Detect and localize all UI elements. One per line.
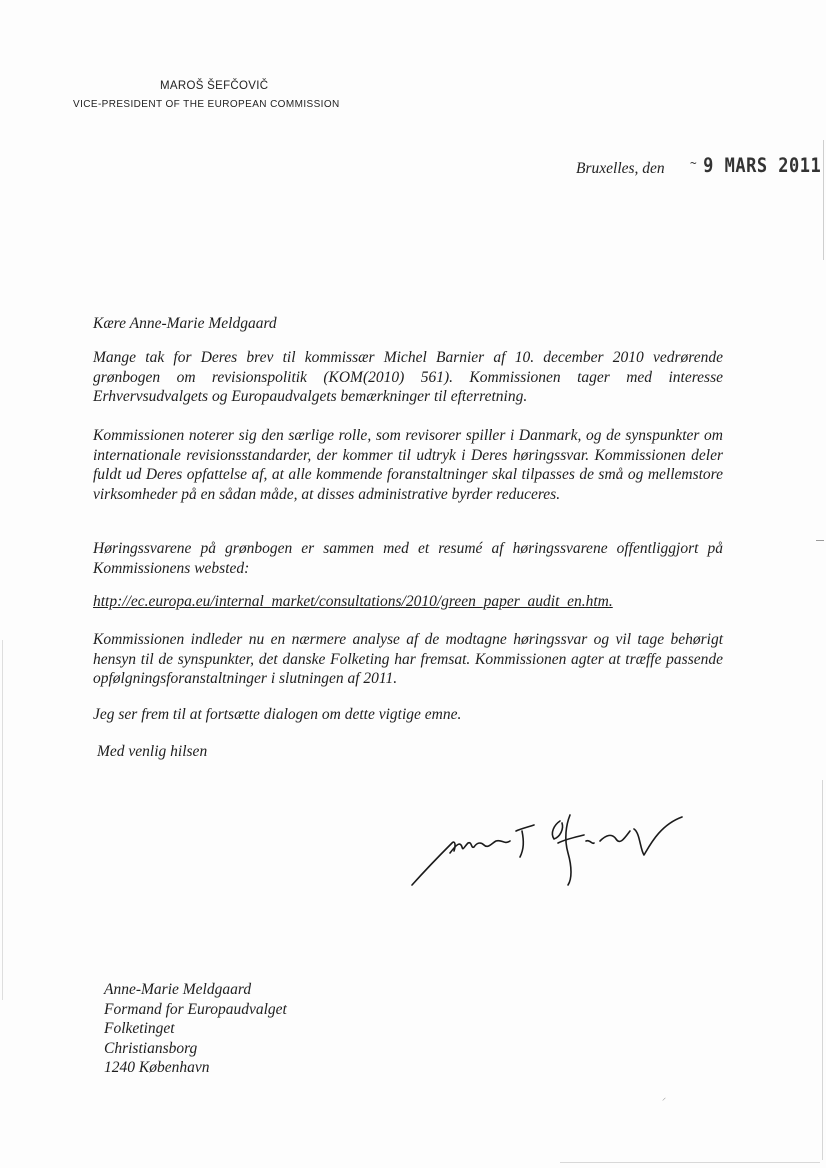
letter-paragraph: Kommissionen indleder nu en nærmere analyse af de modtagne høringssvar og vil tage behørigt hensyn til de synspunkter, det danske Folketing har fremsat. Kommissionen agter at træffe passende opfølgningsforanstaltninger i slutningen af 2011. [93, 631, 723, 687]
address-line: Formand for Europaudvalget [104, 1000, 287, 1018]
scan-edge-line [2, 640, 3, 1000]
salutation: Kære Anne-Marie Meldgaard [93, 315, 277, 332]
address-line: Anne-Marie Meldgaard [104, 981, 252, 998]
date-stamp-month-year: MARS 2011 [724, 154, 822, 178]
scan-edge-line [822, 780, 823, 1160]
closing: Med venlig hilsen [97, 743, 208, 760]
recipient-address [104, 980, 287, 1078]
address-line: Folketinget [104, 1020, 175, 1037]
handwritten-signature [400, 795, 700, 895]
date-stamp-day: 9 [703, 154, 714, 178]
scan-mark [816, 540, 824, 541]
letter-paragraph: Høringssvarene på grønbogen er sammen med et resumé af høringssvarene offentliggjort på Kommissionens websted: [93, 540, 723, 577]
address-line: 1240 København [104, 1059, 210, 1076]
scan-speck: ⸝ [662, 1093, 666, 1102]
scan-edge-line [823, 140, 824, 260]
dateline-place: Bruxelles, den [576, 160, 665, 177]
consultation-link[interactable]: http://ec.europa.eu/internal_market/consultations/2010/green_paper_audit_en.htm. [93, 593, 613, 610]
letterhead-title: VICE-PRESIDENT OF THE EUROPEAN COMMISSION [73, 99, 340, 110]
letter-paragraph: Kommissionen noterer sig den særlige rolle, som revisorer spiller i Danmark, og de synspunkter om internationale revisionsstandarder, der kommer til udtryk i Deres høringssvar. Kommissionen deler fuldt ud Deres opfattelse af, at alle kommende foranstaltninger skal tilpasses de små og mellemstore virksomheder på en sådan måde, at disses administrative byrder reduceres. [93, 427, 723, 503]
date-stamp: ~ 9 MARS 2011 [690, 154, 822, 178]
letter-paragraph: Mange tak for Deres brev til kommissær Michel Barnier af 10. december 2010 vedrørende grønbogen om revisionspolitik (KOM(2010) 561). Kommissionen tager med interesse Erhvervsudvalgets og Europaudvalgets bemærkninger til efterretning. [93, 349, 723, 405]
address-line: Christiansborg [104, 1039, 198, 1057]
letter-paragraph: Jeg ser frem til at fortsætte dialogen om dette vigtige emne. [93, 706, 462, 723]
letterhead-name: MAROŠ ŠEFČOVIČ [160, 80, 269, 92]
scan-edge-line [560, 1162, 820, 1163]
